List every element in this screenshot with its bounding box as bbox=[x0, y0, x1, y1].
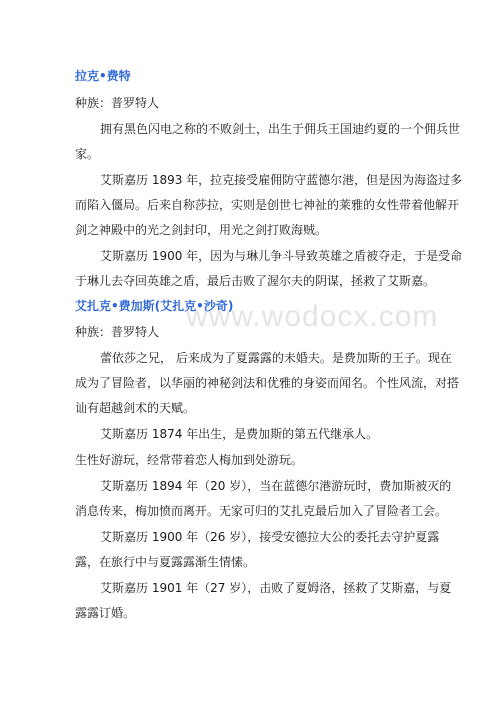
paragraph-line: 艾斯嘉历 1893 年，拉克接受雇佣防守蓝德尔港，但是因为海盗过多 bbox=[100, 173, 463, 187]
paragraph-line: 于琳儿去夺回英雄之盾，最后击败了渥尔夫的阴谋，拯救了艾斯嘉。 bbox=[75, 274, 436, 288]
section-heading: 拉克•费特 bbox=[75, 69, 131, 83]
race-line: 种族：普罗特人 bbox=[75, 325, 160, 339]
paragraph-line: 艾斯嘉历 1874 年出生，是费加斯的第五代继承人。 bbox=[100, 427, 379, 441]
paragraph-line: 艾斯嘉历 1900 年，因为与琳儿争斗导致英雄之盾被夺走，于是受命 bbox=[100, 249, 463, 263]
paragraph-line: 露，在旅行中与夏露露渐生情愫。 bbox=[75, 555, 256, 569]
watermark: www.wodocx.com bbox=[186, 300, 439, 333]
paragraph-line: 生性好游玩，经常带着恋人梅加到处游玩。 bbox=[75, 453, 304, 467]
paragraph-line: 蕾依莎之兄， 后来成为了夏露露的未婚夫。是费加斯的王子。现在 bbox=[100, 351, 452, 365]
paragraph-line: 消息传来，梅加愤而离开。无家可归的艾扎克最后加入了冒险者工会。 bbox=[75, 504, 448, 518]
paragraph-line: 艾斯嘉历 1894 年（20 岁），当在蓝德尔港游玩时，费加斯被灭的 bbox=[100, 479, 452, 493]
paragraph-line: 成为了冒险者，以华丽的神秘剑法和优雅的身姿而闻名。个性风流，对搭 bbox=[75, 376, 460, 390]
section-heading: 艾扎克•费加斯(艾扎克•沙奇) bbox=[75, 299, 234, 313]
race-line: 种族：普罗特人 bbox=[75, 96, 160, 110]
paragraph-line: 而陷入僵局。后来自称莎拉，实则是创世七神祉的莱雅的女性带着他解开 bbox=[75, 198, 460, 212]
paragraph-line: 露露订婚。 bbox=[75, 606, 136, 620]
paragraph-line: 讪有超越剑术的天赋。 bbox=[75, 401, 196, 415]
paragraph-line: 拥有黑色闪电之称的不败剑士，出生于佣兵王国迪约夏的一个佣兵世 bbox=[100, 122, 461, 136]
paragraph-line: 家。 bbox=[75, 147, 100, 161]
paragraph-line: 艾斯嘉历 1901 年（27 岁），击败了夏姆洛，拯救了艾斯嘉，与夏 bbox=[100, 581, 452, 595]
paragraph-line: 艾斯嘉历 1900 年（26 岁），接受安德拉大公的委托去守护夏露 bbox=[100, 530, 440, 544]
paragraph-line: 剑之神殿中的光之剑封印，用光之剑打败海贼。 bbox=[75, 223, 328, 237]
